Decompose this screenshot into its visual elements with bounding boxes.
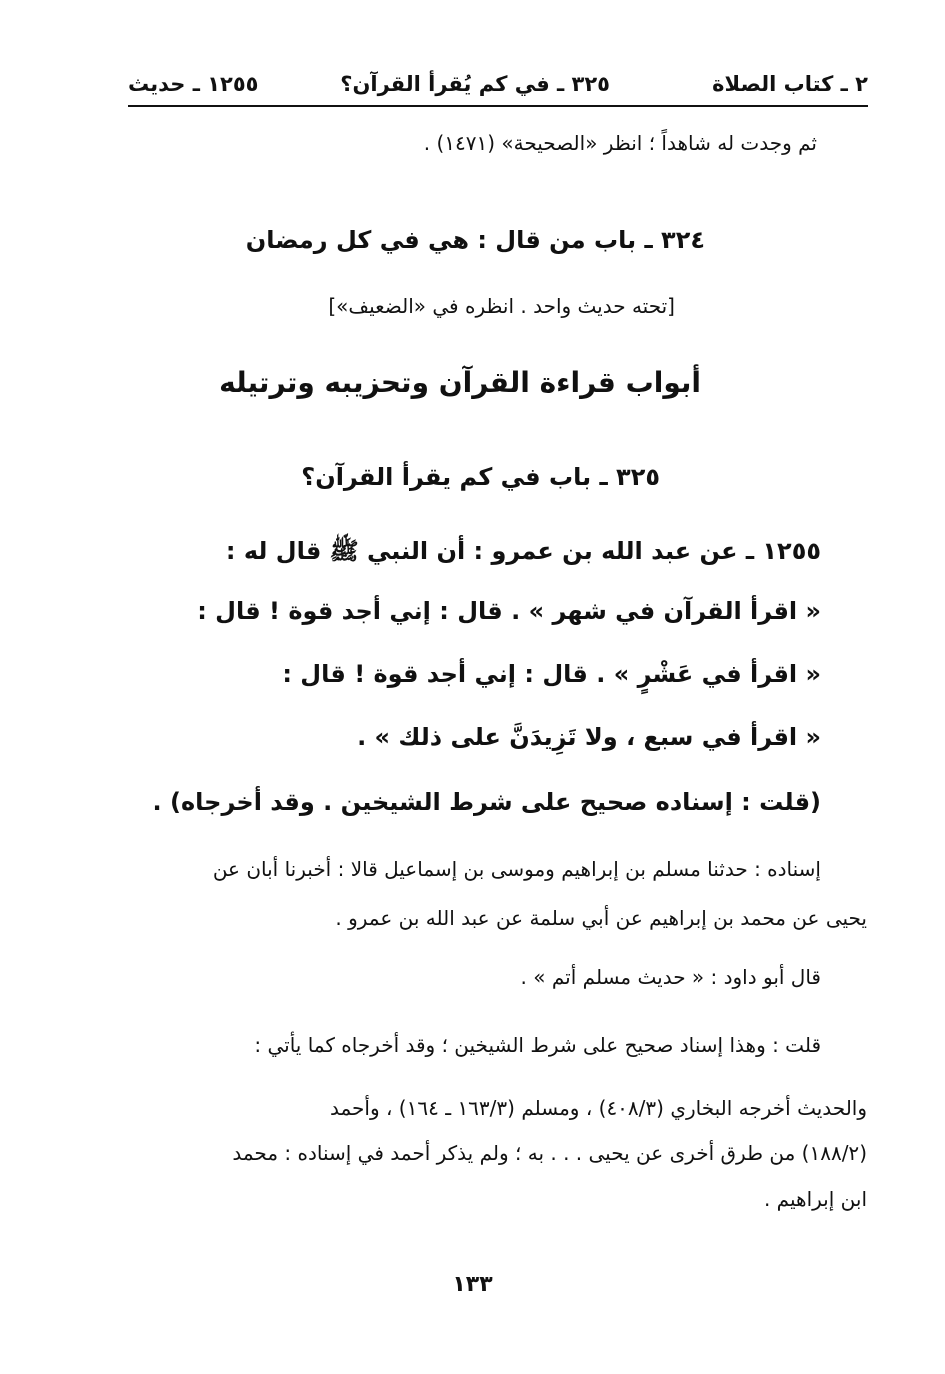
takhrij-line-1: والحديث أخرجه البخاري (٤٠٨/٣) ، ومسلم (١٦٣/٣ ـ ١٦٤) ، وأحمد <box>330 1096 867 1120</box>
header-chapter-title: ٣٢٥ ـ في كم يُقرأ القرآن؟ <box>340 72 610 96</box>
chapter-324-heading: ٣٢٤ ـ باب من قال : هي في كل رمضان <box>245 226 705 254</box>
takhrij-line-2: (١٨٨/٢) من طرق أخرى عن يحيى . . . به ؛ ولم يذكر أحمد في إسناده : محمد <box>232 1141 867 1165</box>
running-header <box>128 72 868 104</box>
hadith-line-1: ١٢٥٥ ـ عن عبد الله بن عمرو : أن النبي ﷺ قال له : <box>225 537 821 565</box>
intro-line: ثم وجدت له شاهداً ؛ انظر «الصحيحة» (١٤٧١) . <box>423 131 817 155</box>
hadith-line-3: « اقرأ في عَشْرٍ » . قال : إني أجد قوة ! قال : <box>282 660 821 688</box>
hadith-line-4: « اقرأ في سبع ، ولا تَزِيدَنَّ على ذلك » . <box>357 723 821 751</box>
isnad-line-2: يحيى عن محمد بن إبراهيم عن أبي سلمة عن عبد الله بن عمرو . <box>335 906 867 930</box>
header-book-title: ٢ ـ كتاب الصلاة <box>712 72 868 96</box>
chapter-324-note: [تحته حديث واحد . انظره في «الضعيف»] <box>328 294 675 318</box>
isnad-line-1: إسناده : حدثنا مسلم بن إبراهيم وموسى بن إسماعيل قالا : أخبرنا أبان عن <box>212 857 821 881</box>
abu-dawud-note: قال أبو داود : « حديث مسلم أتم » . <box>520 965 821 989</box>
header-divider <box>128 105 868 107</box>
page-number: ١٣٣ <box>452 1272 493 1297</box>
hadith-grading: (قلت : إسناده صحيح على شرط الشيخين . وقد أخرجاه) . <box>152 788 821 816</box>
section-title: أبواب قراءة القرآن وتحزيبه وترتيله <box>219 366 701 399</box>
takhrij-line-3: ابن إبراهيم . <box>763 1187 867 1211</box>
hadith-line-2: « اقرأ القرآن في شهر » . قال : إني أجد قوة ! قال : <box>197 597 821 625</box>
qultu-note: قلت : وهذا إسناد صحيح على شرط الشيخين ؛ وقد أخرجاه كما يأتي : <box>254 1033 821 1057</box>
chapter-325-heading: ٣٢٥ ـ باب في كم يقرأ القرآن؟ <box>301 463 660 491</box>
header-hadith-number: ١٢٥٥ ـ حديث <box>128 72 259 96</box>
